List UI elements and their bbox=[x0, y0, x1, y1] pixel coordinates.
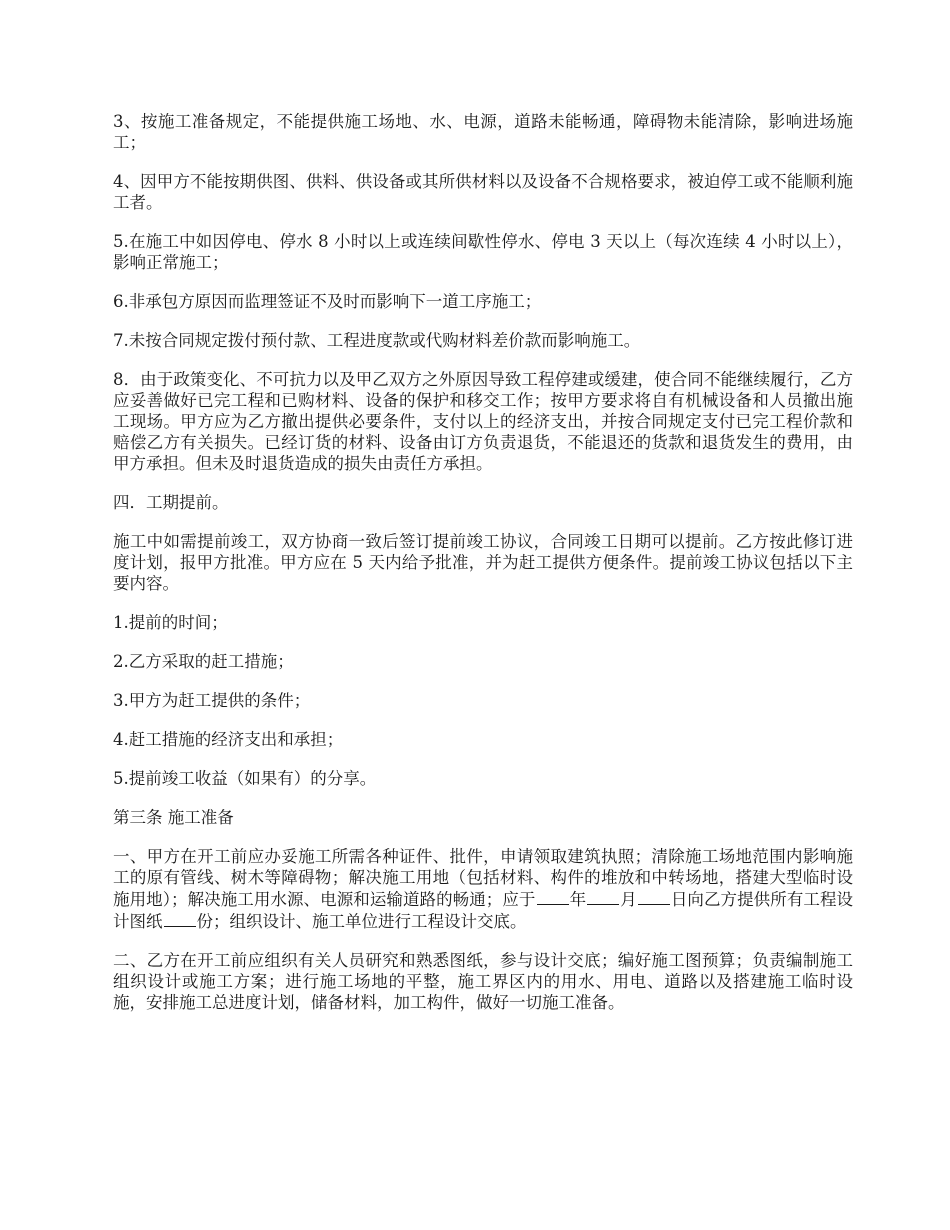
blank-month bbox=[587, 888, 619, 905]
paragraph-clause-7: 7.未按合同规定拨付预付款、工程进度款或代购材料差价款而影响施工。 bbox=[113, 331, 641, 350]
paragraph-clause-6: 6.非承包方原因而监理签证不及时而影响下一道工序施工； bbox=[113, 292, 542, 311]
list-item-4: 4.赶工措施的经济支出和承担； bbox=[113, 730, 344, 749]
blank-day bbox=[638, 888, 670, 905]
paragraph-clause-5: 5.在施工中如因停电、停水 8 小时以上或连续间歇性停水、停电 3 天以上（每次连续 4 小时以上），影响正常施工； bbox=[113, 232, 853, 272]
paragraph-early-completion: 施工中如需提前竣工，双方协商一致后签订提前竣工协议，合同竣工日期可以提前。乙方按此修订进度计划，报甲方批准。甲方应在 5 天内给予批准，并为赶工提供方便条件。提前竣工协议包括以下主要内容。 bbox=[113, 532, 853, 593]
list-item-2: 2.乙方采取的赶工措施； bbox=[113, 652, 294, 671]
paragraph-clause-4: 4、因甲方不能按期供图、供料、供设备或其所供材料以及设备不合规格要求，被迫停工或不能顺利施工者。 bbox=[113, 172, 853, 212]
paragraph-prep-party-a bbox=[113, 846, 853, 932]
prep-a-text-1: 一、甲方在开工前应办妥施工所需各种证件、批件，申请领取建筑执照；清除施工场地范围内影响施工的原有管线、树木等障碍物；解决施工用地（包括材料、构件的堆放和中转场地，搭建大型临时设施用地）；解决施工用水源、电源和运输道路的畅通；应于 bbox=[113, 847, 853, 909]
prep-a-text-4: 日向乙方提供所有工程设计图纸 bbox=[113, 890, 854, 931]
paragraph-clause-8: 8．由于政策变化、不可抗力以及甲乙双方之外原因导致工程停建或缓建，使合同不能继续履行，乙方应妥善做好已完工程和已购材料、设备的保护和移交工作；按甲方要求将自有机械设备和人员撤出施工现场。甲方应为乙方撤出提供必要条件，支付以上的经济支出，并按合同规定支付已完工程价款和赔偿乙方有关损失。已经订货的材料、设备由订方负责退货，不能退还的货款和退货发生的费用，由甲方承担。但未及时退货造成的损失由责任方承担。 bbox=[113, 370, 853, 473]
list-item-1: 1.提前的时间； bbox=[113, 613, 228, 632]
document-body bbox=[113, 111, 853, 1031]
section-heading-early-completion: 四．工期提前。 bbox=[113, 493, 229, 512]
blank-year bbox=[537, 888, 569, 905]
paragraph-clause-3: 3、按施工准备规定，不能提供施工场地、水、电源，道路未能畅通，障碍物未能清除，影响进场施工； bbox=[113, 112, 853, 152]
blank-copies bbox=[164, 910, 196, 927]
paragraph-prep-party-b: 二、乙方在开工前应组织有关人员研究和熟悉图纸，参与设计交底；编好施工图预算；负责编制施工组织设计或施工方案；进行施工场地的平整，施工界区内的用水、用电、道路以及搭建施工临时设施，安排施工总进度计划，储备材料，加工构件，做好一切施工准备。 bbox=[113, 951, 853, 1012]
prep-a-text-2: 年 bbox=[569, 890, 587, 909]
prep-a-text-5: 份；组织设计、施工单位进行工程设计交底。 bbox=[196, 912, 527, 931]
article-heading-construction-prep: 第三条 施工准备 bbox=[113, 808, 234, 827]
prep-a-text-3: 月 bbox=[620, 890, 637, 909]
list-item-5: 5.提前竣工收益（如果有）的分享。 bbox=[113, 769, 377, 788]
list-item-3: 3.甲方为赶工提供的条件； bbox=[113, 691, 311, 710]
